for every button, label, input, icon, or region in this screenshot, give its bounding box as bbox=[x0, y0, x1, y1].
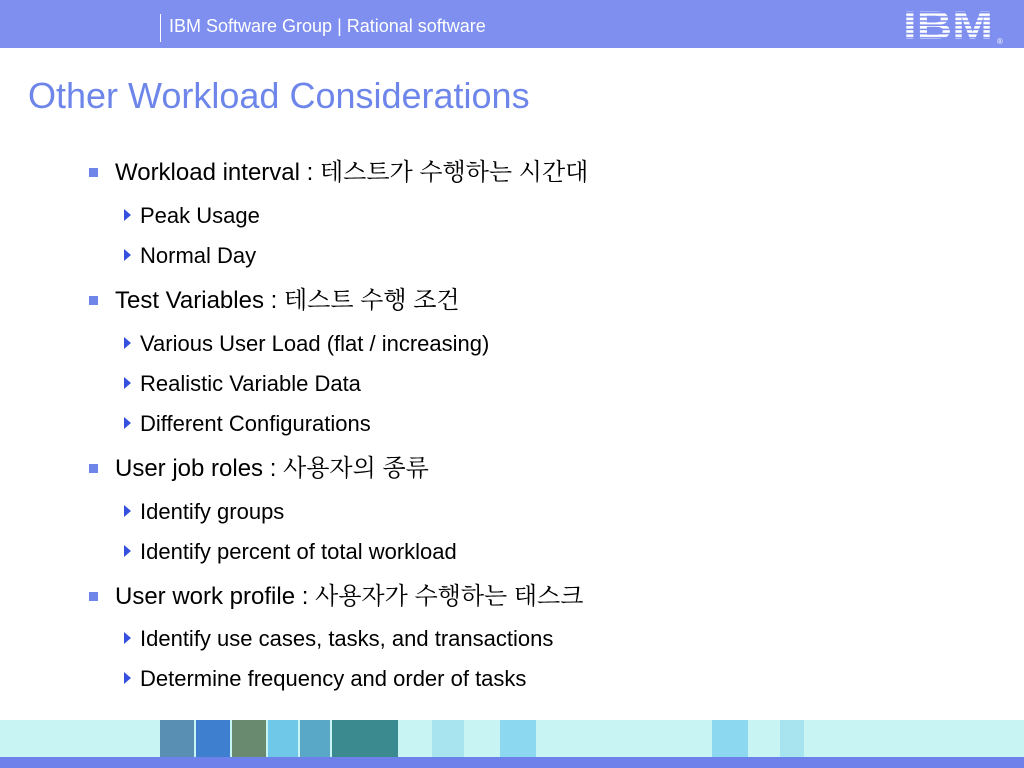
footer-tile-mosaic bbox=[432, 720, 464, 757]
bullet-item bbox=[115, 158, 588, 188]
bullet-item bbox=[115, 582, 583, 612]
footer-tile-lines bbox=[300, 720, 330, 757]
sub-bullet-text: Determine frequency and order of tasks bbox=[140, 666, 527, 691]
sub-bullet-item bbox=[140, 242, 256, 270]
bullet-text: User work profile : 사용자가 수행하는 태스크 bbox=[115, 583, 584, 610]
sub-bullet-item bbox=[140, 370, 361, 398]
footer-tile-figures bbox=[196, 720, 230, 757]
triangle-bullet-icon bbox=[124, 209, 131, 221]
bullet-text: Workload interval : 테스트가 수행하는 시간대 bbox=[115, 159, 589, 186]
sub-bullet-item bbox=[140, 410, 371, 438]
triangle-bullet-icon bbox=[124, 632, 131, 644]
square-bullet-icon bbox=[89, 592, 98, 601]
triangle-bullet-icon bbox=[124, 417, 131, 429]
sub-bullet-item bbox=[140, 202, 260, 230]
sub-bullet-item bbox=[140, 498, 284, 526]
bullet-item bbox=[115, 454, 429, 484]
triangle-bullet-icon bbox=[124, 545, 131, 557]
triangle-bullet-icon bbox=[124, 377, 131, 389]
triangle-bullet-icon bbox=[124, 505, 131, 517]
sub-bullet-text: Identify groups bbox=[140, 499, 285, 524]
footer-tile-block bbox=[500, 720, 536, 757]
square-bullet-icon bbox=[89, 296, 98, 305]
sub-bullet-text: Different Configurations bbox=[140, 411, 371, 436]
sub-bullet-item bbox=[140, 330, 489, 358]
sub-bullet-text: Various User Load (flat / increasing) bbox=[140, 331, 490, 356]
footer-tile-globe bbox=[232, 720, 266, 757]
square-bullet-icon bbox=[89, 168, 98, 177]
triangle-bullet-icon bbox=[124, 337, 131, 349]
sub-bullet-text: Identify use cases, tasks, and transactions bbox=[140, 626, 554, 651]
sub-bullet-item bbox=[140, 665, 526, 693]
svg-text:IBM: IBM bbox=[903, 5, 993, 45]
sub-bullet-text: Realistic Variable Data bbox=[140, 371, 361, 396]
footer-tile-people bbox=[160, 720, 194, 757]
footer-tile-hikers bbox=[332, 720, 398, 757]
sub-bullet-text: Peak Usage bbox=[140, 203, 260, 228]
bullet-text: User job roles : 사용자의 종류 bbox=[115, 455, 429, 482]
sub-bullet-item bbox=[140, 625, 553, 653]
footer-tile-block bbox=[780, 720, 804, 757]
svg-text:®: ® bbox=[997, 37, 1003, 45]
footer-tile-sphere bbox=[268, 720, 298, 757]
footer-strip bbox=[0, 757, 1024, 768]
header-title: IBM Software Group | Rational software bbox=[160, 14, 486, 42]
page-title: Other Workload Considerations bbox=[28, 75, 530, 116]
triangle-bullet-icon bbox=[124, 249, 131, 261]
square-bullet-icon bbox=[89, 464, 98, 473]
bullet-item bbox=[115, 286, 460, 316]
sub-bullet-text: Identify percent of total workload bbox=[140, 539, 457, 564]
triangle-bullet-icon bbox=[124, 672, 131, 684]
footer-tile-block bbox=[712, 720, 748, 757]
sub-bullet-item bbox=[140, 538, 457, 566]
bullet-text: Test Variables : 테스트 수행 조건 bbox=[115, 287, 460, 314]
sub-bullet-text: Normal Day bbox=[140, 243, 257, 268]
